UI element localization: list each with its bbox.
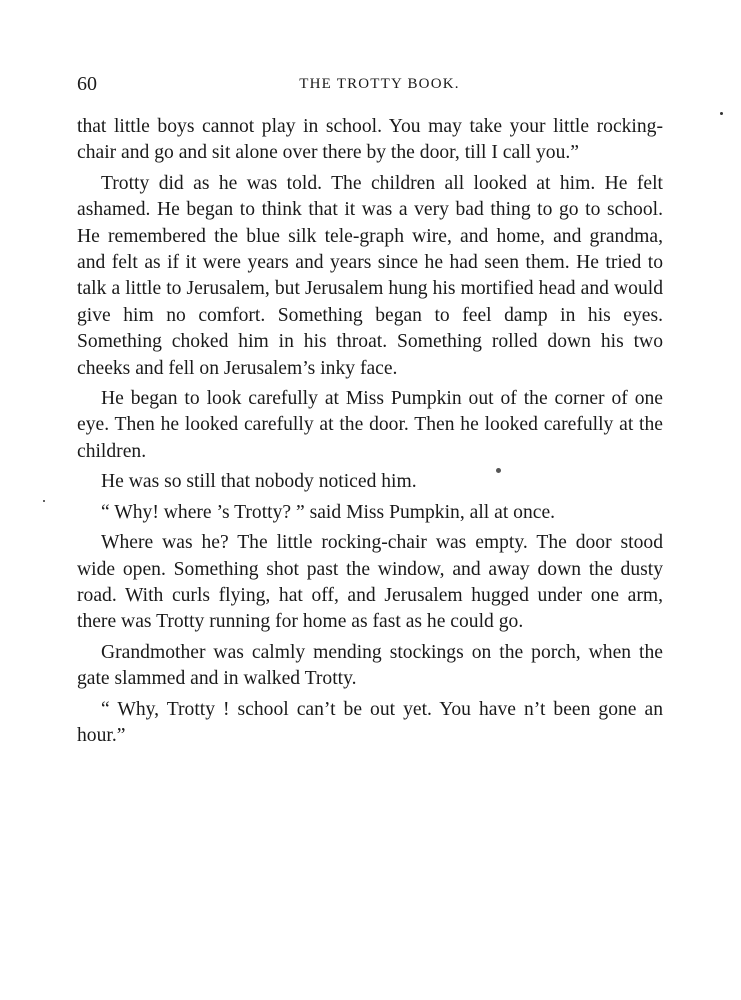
paragraph-2: Trotty did as he was told. The children all looked at him. He felt ashamed. He began to think that it was a very bad thing to go to school. He remembered the blue silk tele-graph wire, and home, and grandma, and felt as if it were years and years since he had seen them. He tried to talk a little to Jerusalem, but Jerusalem hung his mortified head and would give him no comfort. Something began to feel damp in his eyes. Something choked him in his throat. Something rolled down his two cheeks and fell on Jerusalem’s inky face. xyxy=(77,172,663,379)
body-text xyxy=(77,114,663,753)
paragraph-4: He was so still that nobody noticed him. xyxy=(101,471,417,493)
paragraph-6: Where was he? The little rocking-chair was empty. The door stood wide open. Something shot past the window, and away down the dusty road. With curls flying, hat off, and Jerusalem hugged under one arm, there was Trotty running for home as fast as he could go. xyxy=(77,532,663,633)
paragraph-8: “ Why, Trotty ! school can’t be out yet. You have n’t been gone an hour.” xyxy=(77,698,663,746)
running-title: THE TROTTY BOOK. xyxy=(299,76,460,92)
page-header xyxy=(77,72,662,96)
paragraph-7: Grandmother was calmly mending stockings on the porch, when the gate slammed and in walked Trotty. xyxy=(77,641,663,690)
paragraph-3: He began to look carefully at Miss Pumpkin out of the corner of one eye. Then he looked carefully at the door. Then he looked carefully at the children. xyxy=(77,388,663,462)
ink-speck xyxy=(496,468,501,473)
page-number: 60 xyxy=(77,73,97,95)
ink-speck xyxy=(43,500,45,502)
paragraph-5: “ Why! where ’s Trotty? ” said Miss Pumpkin, all at once. xyxy=(101,501,556,523)
ink-speck xyxy=(720,112,723,115)
paragraph-1: that little boys cannot play in school. You may take your little rocking-chair and go and sit alone over there by the door, till I call you.” xyxy=(77,116,663,164)
